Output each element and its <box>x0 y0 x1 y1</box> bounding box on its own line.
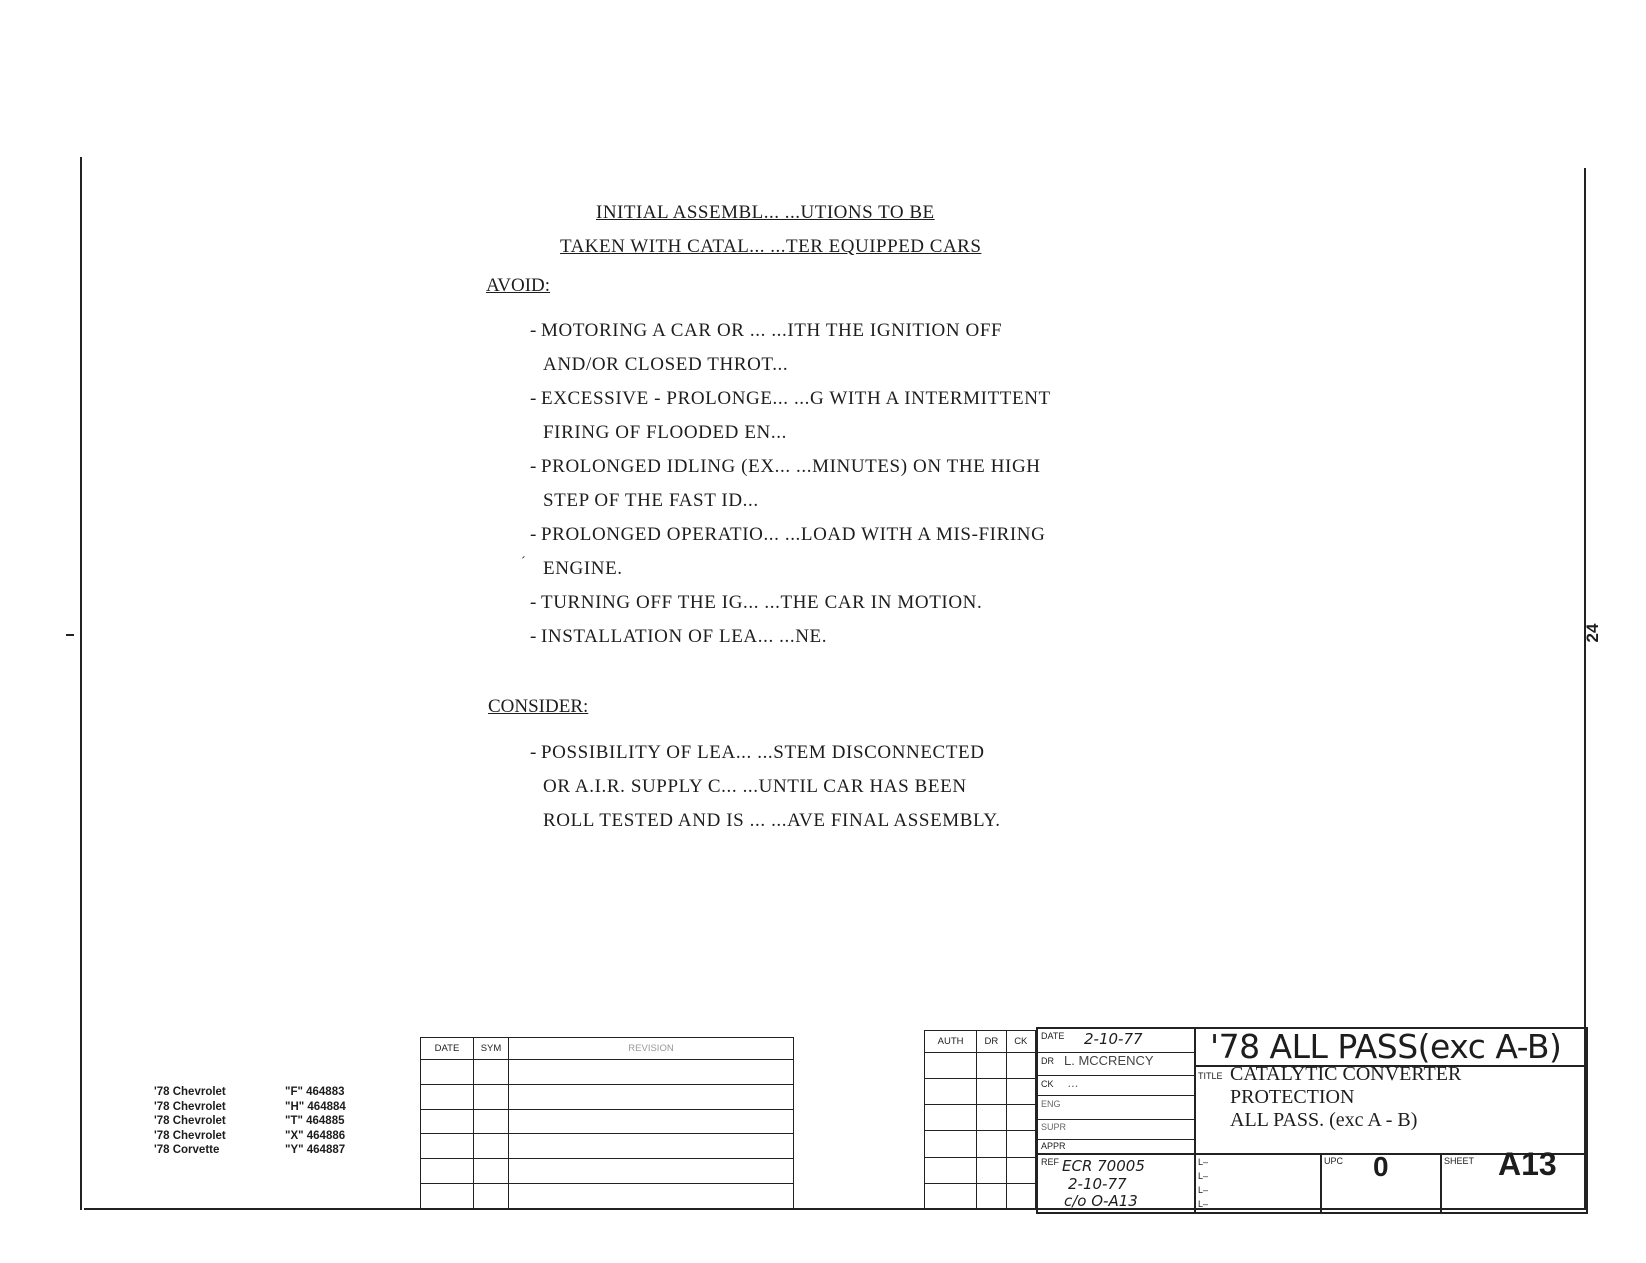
drawing-title-line-2: PROTECTION <box>1230 1086 1355 1108</box>
tb-sheet-label: SHEET <box>1444 1156 1475 1166</box>
avoid-item-6: - INSTALLATION OF LEA... ...NE. <box>530 626 828 647</box>
applicability-row: '78 Chevrolet "F" 464883 <box>154 1086 345 1098</box>
avoid-item-5-text: TURNING OFF THE IG... ...THE CAR IN MOTION. <box>541 592 983 613</box>
heading-line-2: TAKEN WITH CATAL... ...TER EQUIPPED CARS <box>560 236 982 257</box>
applicability-row: '78 Chevrolet "H" 464884 <box>154 1100 346 1113</box>
avoid-item-2-text: EXCESSIVE - PROLONGE... ...G WITH A INTERMITTENT <box>541 388 1051 409</box>
auth-header: AUTH <box>925 1031 977 1053</box>
tb-appr-label: APPR <box>1041 1141 1066 1151</box>
applicability-row: '78 Corvette "Y" 464887 <box>154 1144 346 1156</box>
drawing-title-line-1: CATALYTIC CONVERTER <box>1230 1063 1462 1085</box>
tb-ref-line-3: c/o O-A13 <box>1064 1192 1138 1210</box>
approval-block <box>924 1030 1036 1210</box>
rev-revision-header: REVISION <box>509 1038 794 1060</box>
avoid-item-2-cont: FIRING OF FLOODED EN... <box>543 422 787 443</box>
tb-title-label: TITLE <box>1198 1071 1223 1081</box>
applicability-row: '78 Chevrolet "T" 464885 <box>154 1115 345 1127</box>
avoid-item-4: - PROLONGED OPERATIO... ...LOAD WITH A MIS-FIRING <box>530 524 1046 545</box>
tb-ck-label: CK <box>1041 1079 1054 1089</box>
avoid-item-3-text: PROLONGED IDLING (EX... ...MINUTES) ON THE HIGH <box>541 456 1041 477</box>
avoid-item-4-text: PROLONGED OPERATIO... ...LOAD WITH A MIS-FIRING <box>541 524 1046 545</box>
rev-sym-header: SYM <box>474 1038 509 1060</box>
avoid-item-1: - MOTORING A CAR OR ... ...ITH THE IGNITION OFF <box>530 320 1003 341</box>
sheet-value: A13 <box>1498 1146 1557 1182</box>
tb-dr-value: L. MCCRENCY <box>1064 1053 1154 1068</box>
avoid-item-5: - TURNING OFF THE IG... ...THE CAR IN MOTION. <box>530 592 983 613</box>
consider-item-1-text: POSSIBILITY OF LEA... ...STEM DISCONNECTED <box>541 742 985 763</box>
tb-ref-label: REF <box>1041 1157 1059 1167</box>
model-title: '78 ALL PASS(exc A-B) <box>1210 1027 1562 1066</box>
frame-left-border <box>80 157 82 1210</box>
tb-ref-line-1: ECR 70005 <box>1062 1157 1145 1175</box>
margin-tick-mark <box>66 634 74 636</box>
approval-table <box>924 1030 1036 1210</box>
revision-block <box>420 1037 794 1209</box>
tb-date-value: 2-10-77 <box>1084 1030 1143 1048</box>
drawing-title-line-3: ALL PASS. (exc A - B) <box>1230 1109 1418 1131</box>
avoid-item-3-cont: STEP OF THE FAST ID... <box>543 490 759 511</box>
drawing-title <box>1230 1063 1461 1132</box>
tb-dr-label: DR <box>1041 1056 1054 1066</box>
heading-line-1: INITIAL ASSEMBL... ...UTIONS TO BE <box>596 202 935 223</box>
consider-label: CONSIDER: <box>488 696 589 717</box>
applicability-row: '78 Chevrolet "X" 464886 <box>154 1129 346 1142</box>
avoid-item-6-text: INSTALLATION OF LEA... ...NE. <box>541 626 828 647</box>
avoid-item-1-text: MOTORING A CAR OR ... ...ITH THE IGNITION OFF <box>541 320 1003 341</box>
consider-item-1: - POSSIBILITY OF LEA... ...STEM DISCONNECTED <box>530 742 985 763</box>
title-block: DATE 2-10-77 DR L. MCCRENCY CK ... ENG SUPR APPR REF ECR 70005 2-10-77 c/o O-A13 TITLE UPC SHEET L– L– L– L– <box>1036 1027 1588 1214</box>
avoid-item-3: - PROLONGED IDLING (EX... ...MINUTES) ON THE HIGH <box>530 456 1041 477</box>
avoid-item-2: - EXCESSIVE - PROLONGE... ...G WITH A INTERMITTENT <box>530 388 1051 409</box>
rev-date-header: DATE <box>421 1038 474 1060</box>
tb-ref-line-2: 2-10-77 <box>1068 1175 1127 1193</box>
consider-item-1-cont-a: OR A.I.R. SUPPLY C... ...UNTIL CAR HAS BEEN <box>543 776 967 797</box>
avoid-item-1-cont: AND/OR CLOSED THROT... <box>543 354 789 375</box>
ck-header: CK <box>1006 1031 1035 1053</box>
tb-upc-label: UPC <box>1324 1156 1344 1166</box>
consider-item-1-cont-b: ROLL TESTED AND IS ... ...AVE FINAL ASSEMBLY. <box>543 810 1001 831</box>
tb-date-label: DATE <box>1041 1031 1065 1041</box>
revision-table <box>420 1037 794 1209</box>
tb-eng-label: ENG <box>1041 1099 1061 1109</box>
avoid-item-4-cont: ENGINE. <box>543 558 623 579</box>
side-page-number: 24 <box>1583 623 1602 643</box>
tb-supr-label: SUPR <box>1041 1122 1067 1132</box>
upc-value: 0 <box>1373 1151 1389 1182</box>
dr-header: DR <box>977 1031 1006 1053</box>
stray-pencil-mark: ˊ <box>521 555 526 570</box>
avoid-label: AVOID: <box>486 275 551 296</box>
tb-ck-value: ... <box>1068 1075 1079 1090</box>
applicability-list <box>154 1085 346 1158</box>
